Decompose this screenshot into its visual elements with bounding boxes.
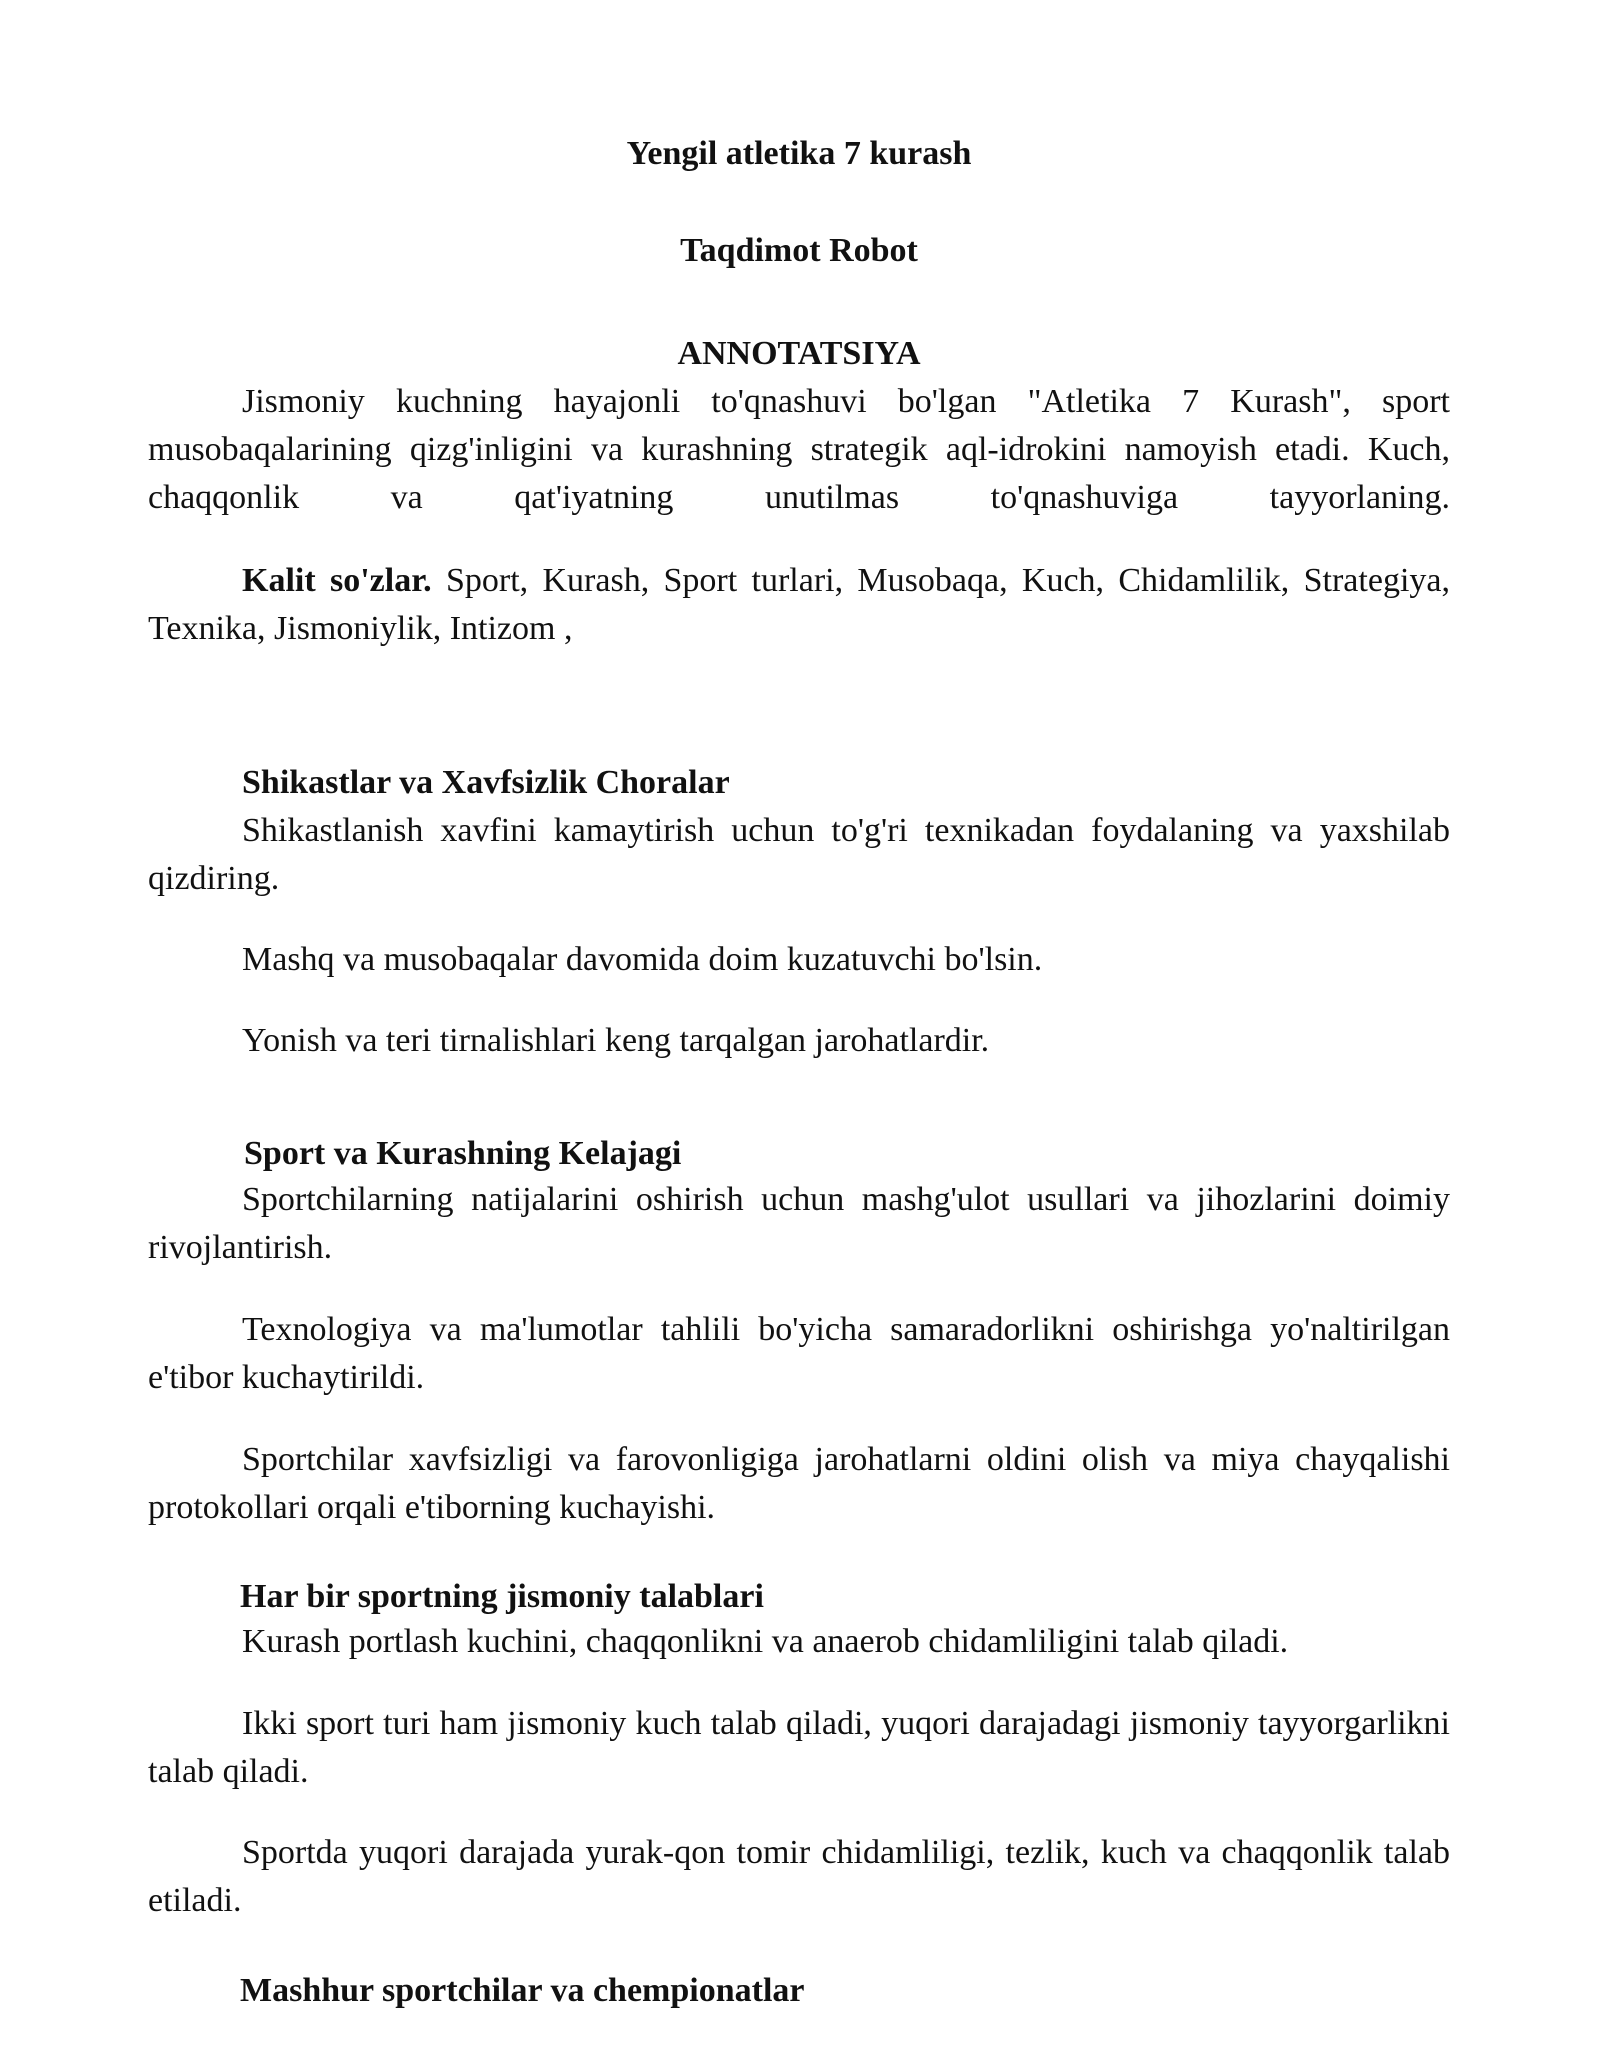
section-paragraph: Kurash portlash kuchini, chaqqonlikni va anaerob chidamliligini talab qiladi.: [242, 1623, 1289, 1660]
section-paragraph: Sportda yuqori darajada yurak-qon tomir chidamliligi, tezlik, kuch va chaqqonlik talab etiladi.: [148, 1834, 1450, 1919]
section-heading-physical-requirements: Har bir sportning jismoniy talablari: [240, 1578, 764, 1615]
section-heading-famous-athletes: Mashhur sportchilar va chempionatlar: [240, 1972, 805, 2009]
section-paragraph: Sportchilarning natijalarini oshirish uchun mashg'ulot usullari va jihozlarini doimiy rivojlantirish.: [148, 1181, 1450, 1266]
keywords-list: Sport, Kurash, Sport turlari, Musobaqa, Kuch, Chidamlilik, Strategiya, Texnika, Jismoniylik, Intizom ,: [148, 562, 1450, 647]
section-heading-injuries: Shikastlar va Xavfsizlik Choralar: [242, 764, 730, 801]
document-subtitle: Taqdimot Robot: [680, 232, 918, 269]
section-paragraph: Mashq va musobaqalar davomida doim kuzatuvchi bo'lsin.: [242, 941, 1043, 978]
keywords-label: Kalit so'zlar.: [242, 562, 432, 599]
section-paragraph: Sportchilar xavfsizligi va farovonligiga jarohatlarni oldini olish va miya chayqalishi protokollari orqali e'tiborning kuchayishi.: [148, 1441, 1450, 1526]
section-paragraph: Shikastlanish xavfini kamaytirish uchun to'g'ri texnikadan foydalaning va yaxshilab qizdiring.: [148, 812, 1450, 897]
section-paragraph: Yonish va teri tirnalishlari keng tarqalgan jarohatlardir.: [242, 1022, 990, 1059]
section-paragraph: Ikki sport turi ham jismoniy kuch talab qiladi, yuqori darajadagi jismoniy tayyorgarlikni talab qiladi.: [148, 1705, 1450, 1790]
keywords-paragraph: [148, 557, 1450, 653]
document-title: Yengil atletika 7 kurash: [626, 135, 972, 172]
section-heading-future: Sport va Kurashning Kelajagi: [244, 1135, 682, 1172]
section-paragraph: Texnologiya va ma'lumotlar tahlili bo'yicha samaradorlikni oshirishga yo'naltirilgan e'tibor kuchaytirildi.: [148, 1311, 1450, 1396]
annotation-paragraph: Jismoniy kuchning hayajonli to'qnashuvi bo'lgan "Atletika 7 Kurash", sport musobaqalarining qizg'inligini va kurashning strategik aql-idrokini namoyish etadi. Kuch, chaqqonlik va qat'iyatning unutilmas to'qnashuviga tayyorlaning.: [148, 383, 1450, 516]
annotation-heading: ANNOTATSIYA: [677, 335, 921, 372]
